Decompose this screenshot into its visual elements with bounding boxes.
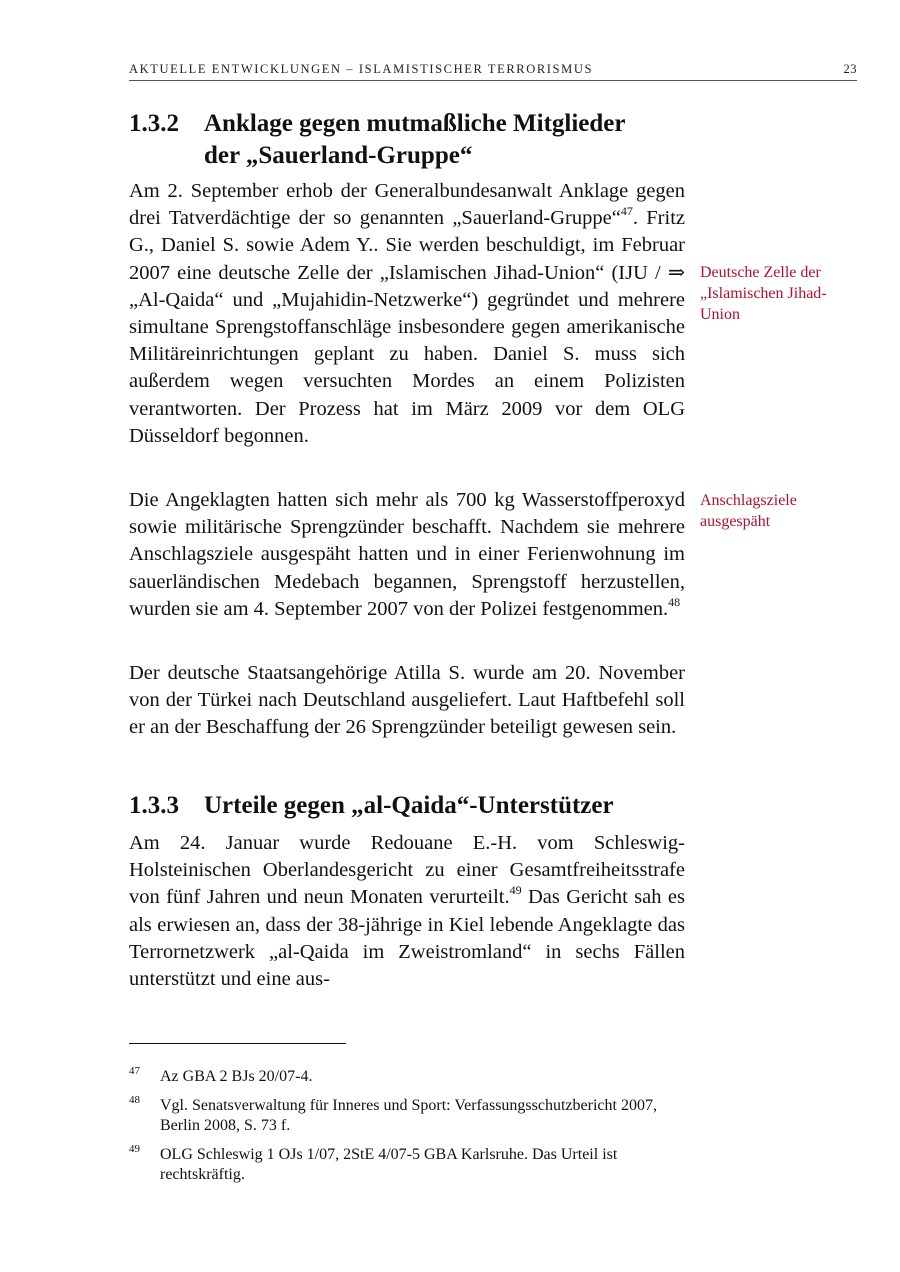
footnote-mark: 49 <box>129 1143 140 1155</box>
footnote-text: OLG Schleswig 1 OJs 1/07, 2StE 4/07-5 GBA Karlsruhe. Das Urteil ist rechtskräftig. <box>160 1146 618 1183</box>
footnote-48 <box>129 1096 685 1136</box>
section-title-line2: der „Sauerland-Gruppe“ <box>204 142 473 169</box>
footnote-ref-47[interactable]: 47 <box>620 204 633 219</box>
section-number: 1.3.2 <box>129 110 179 137</box>
section-title: Urteile gegen „al-Qaida“-Unterstützer <box>204 792 614 819</box>
paragraph-indictment <box>129 178 685 450</box>
paragraph-text: Die Angeklagten hatten sich mehr als 700 kg Wasserstoffperoxyd sowie militärische Sprengzünder beschafft. Nachdem sie mehrere Anschlagsziele ausgespäht hatten und in einer Ferienwohnung im sauerländischen Medebach begannen, Sprengstoff herzustellen, wurden sie am 4. September 2007 von der Polizei festgenommen. <box>129 489 685 620</box>
paragraph-text: Das Gericht sah es als erwiesen an, dass der 38-jährige in Kiel lebende Angeklagte das Terrornetzwerk „al-Qaida im Zweistromland“ in sechs Fällen unterstützt und eine aus- <box>129 886 685 991</box>
paragraph-text: Am 2. September erhob der Generalbundesanwalt Anklage gegen drei Tatverdächtige der so genannten „Sauerland-Gruppe“ <box>129 180 685 230</box>
footnote-47 <box>129 1067 685 1087</box>
running-title: AKTUELLE ENTWICKLUNGEN – ISLAMISTISCHER TERRORISMUS <box>129 62 593 76</box>
margin-note-jihad-union: Deutsche Zelle der „Islamischen Jihad-Union <box>700 264 827 323</box>
footnote-ref-49[interactable]: 49 <box>509 883 522 898</box>
paragraph-text: . Fritz G., Daniel S. sowie Adem Y.. Sie werden beschuldigt, im Februar 2007 eine deutsche Zelle der „Islamischen Jihad-Union“ (IJU / ⇒ „Al-Qaida“ und „Mujahidin-Netzwerke“) gegründet und mehrere simultane Sprengstoffanschläge insbesondere gegen amerikanische Militäreinrichtungen geplant zu haben. Daniel S. muss sich außerdem wegen versuchten Mordes an einem Polizisten verantworten. Der Prozess hat im März 2009 vor dem OLG Düsseldorf begonnen. <box>129 207 685 447</box>
page-number: 23 <box>843 62 857 76</box>
footnote-49 <box>129 1145 685 1185</box>
paragraph-text: Der deutsche Staatsangehörige Atilla S. wurde am 20. November von der Türkei nach Deutschland ausgeliefert. Laut Haftbefehl soll er an der Beschaffung der 26 Sprengzünder beteiligt gewesen sein. <box>129 662 685 739</box>
section-number: 1.3.3 <box>129 792 179 819</box>
paragraph-arrest <box>129 487 685 623</box>
paragraph-extradition <box>129 660 685 742</box>
footnote-text: Az GBA 2 BJs 20/07-4. <box>160 1068 313 1085</box>
footnote-mark: 48 <box>129 1094 140 1106</box>
margin-note-targets: Anschlagsziele ausgespäht <box>700 492 797 530</box>
paragraph-verdict <box>129 830 685 993</box>
footnote-text: Vgl. Senatsverwaltung für Inneres und Sport: Verfassungsschutzbericht 2007, Berlin 2008, S. 73 f. <box>160 1097 657 1134</box>
section-heading-1-3-3 <box>129 790 614 822</box>
running-header <box>129 62 857 81</box>
section-title-line1: Anklage gegen mutmaßliche Mitglieder <box>204 110 626 137</box>
footnote-ref-48[interactable]: 48 <box>668 594 681 609</box>
section-heading-1-3-2 <box>129 108 625 172</box>
footnote-mark: 47 <box>129 1065 140 1077</box>
footnote-divider <box>129 1043 346 1044</box>
paragraph-text: Am 24. Januar wurde Redouane E.-H. vom Schleswig-Holsteinischen Oberlandesgericht zu einer Gesamtfreiheitsstrafe von fünf Jahren und neun Monaten verurteilt. <box>129 832 685 909</box>
